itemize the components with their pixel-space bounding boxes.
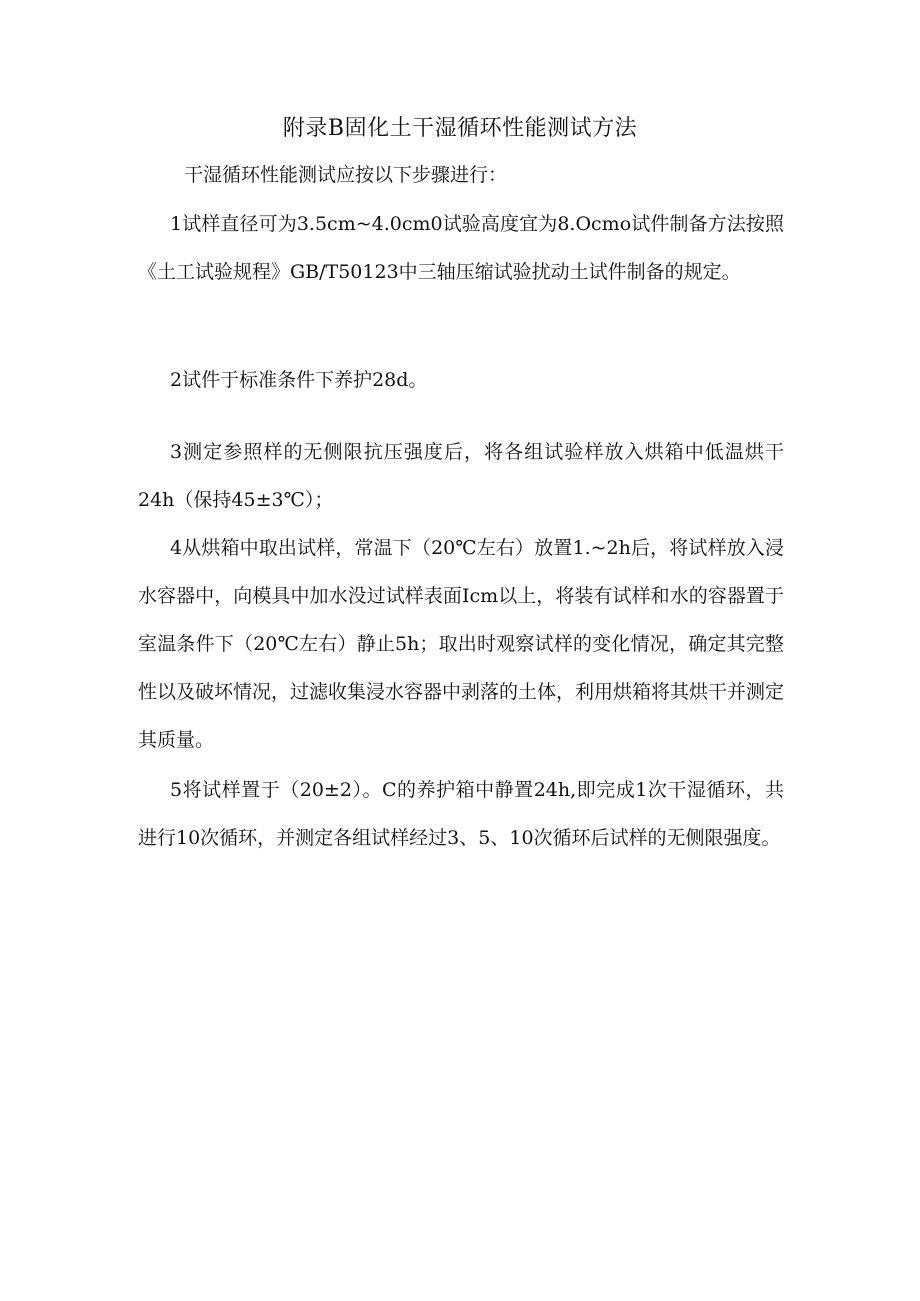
- step-1-paragraph: 1试样直径可为3.5cm~4.0cm0试验高度宜为8.Ocmo试件制备方法按照《土工试验规程》GB/T50123中三轴压缩试验扰动土试件制备的规定。: [138, 213, 784, 283]
- document-title: 附录B固化土干湿循环性能测试方法: [282, 116, 638, 141]
- step-5-paragraph: 5将试样置于（20±2）。C的养护箱中静置24h,即完成1次干湿循环，共进行10次循环，并测定各组试样经过3、5、10次循环后试样的无侧限强度。: [138, 779, 784, 849]
- step-4-paragraph: 4从烘箱中取出试样，常温下（20℃左右）放置1.~2h后，将试样放入浸水容器中，向模具中加水没过试样表面Icm以上，将装有试样和水的容器置于室温条件下（20℃左右）静止5h；取出时观察试样的变化情况，确定其完整性以及破坏情况，过滤收集浸水容器中剥落的土体，利用烘箱将其烘干并测定其质量。: [138, 537, 785, 751]
- step-3-paragraph: 3测定参照样的无侧限抗压强度后，将各组试验样放入烘箱中低温烘干24h（保持45±3℃）；: [138, 441, 784, 511]
- step-2-paragraph: 2试件于标准条件下养护28d。: [170, 369, 428, 391]
- intro-text: 干湿循环性能测试应按以下步骤进行：: [184, 164, 508, 186]
